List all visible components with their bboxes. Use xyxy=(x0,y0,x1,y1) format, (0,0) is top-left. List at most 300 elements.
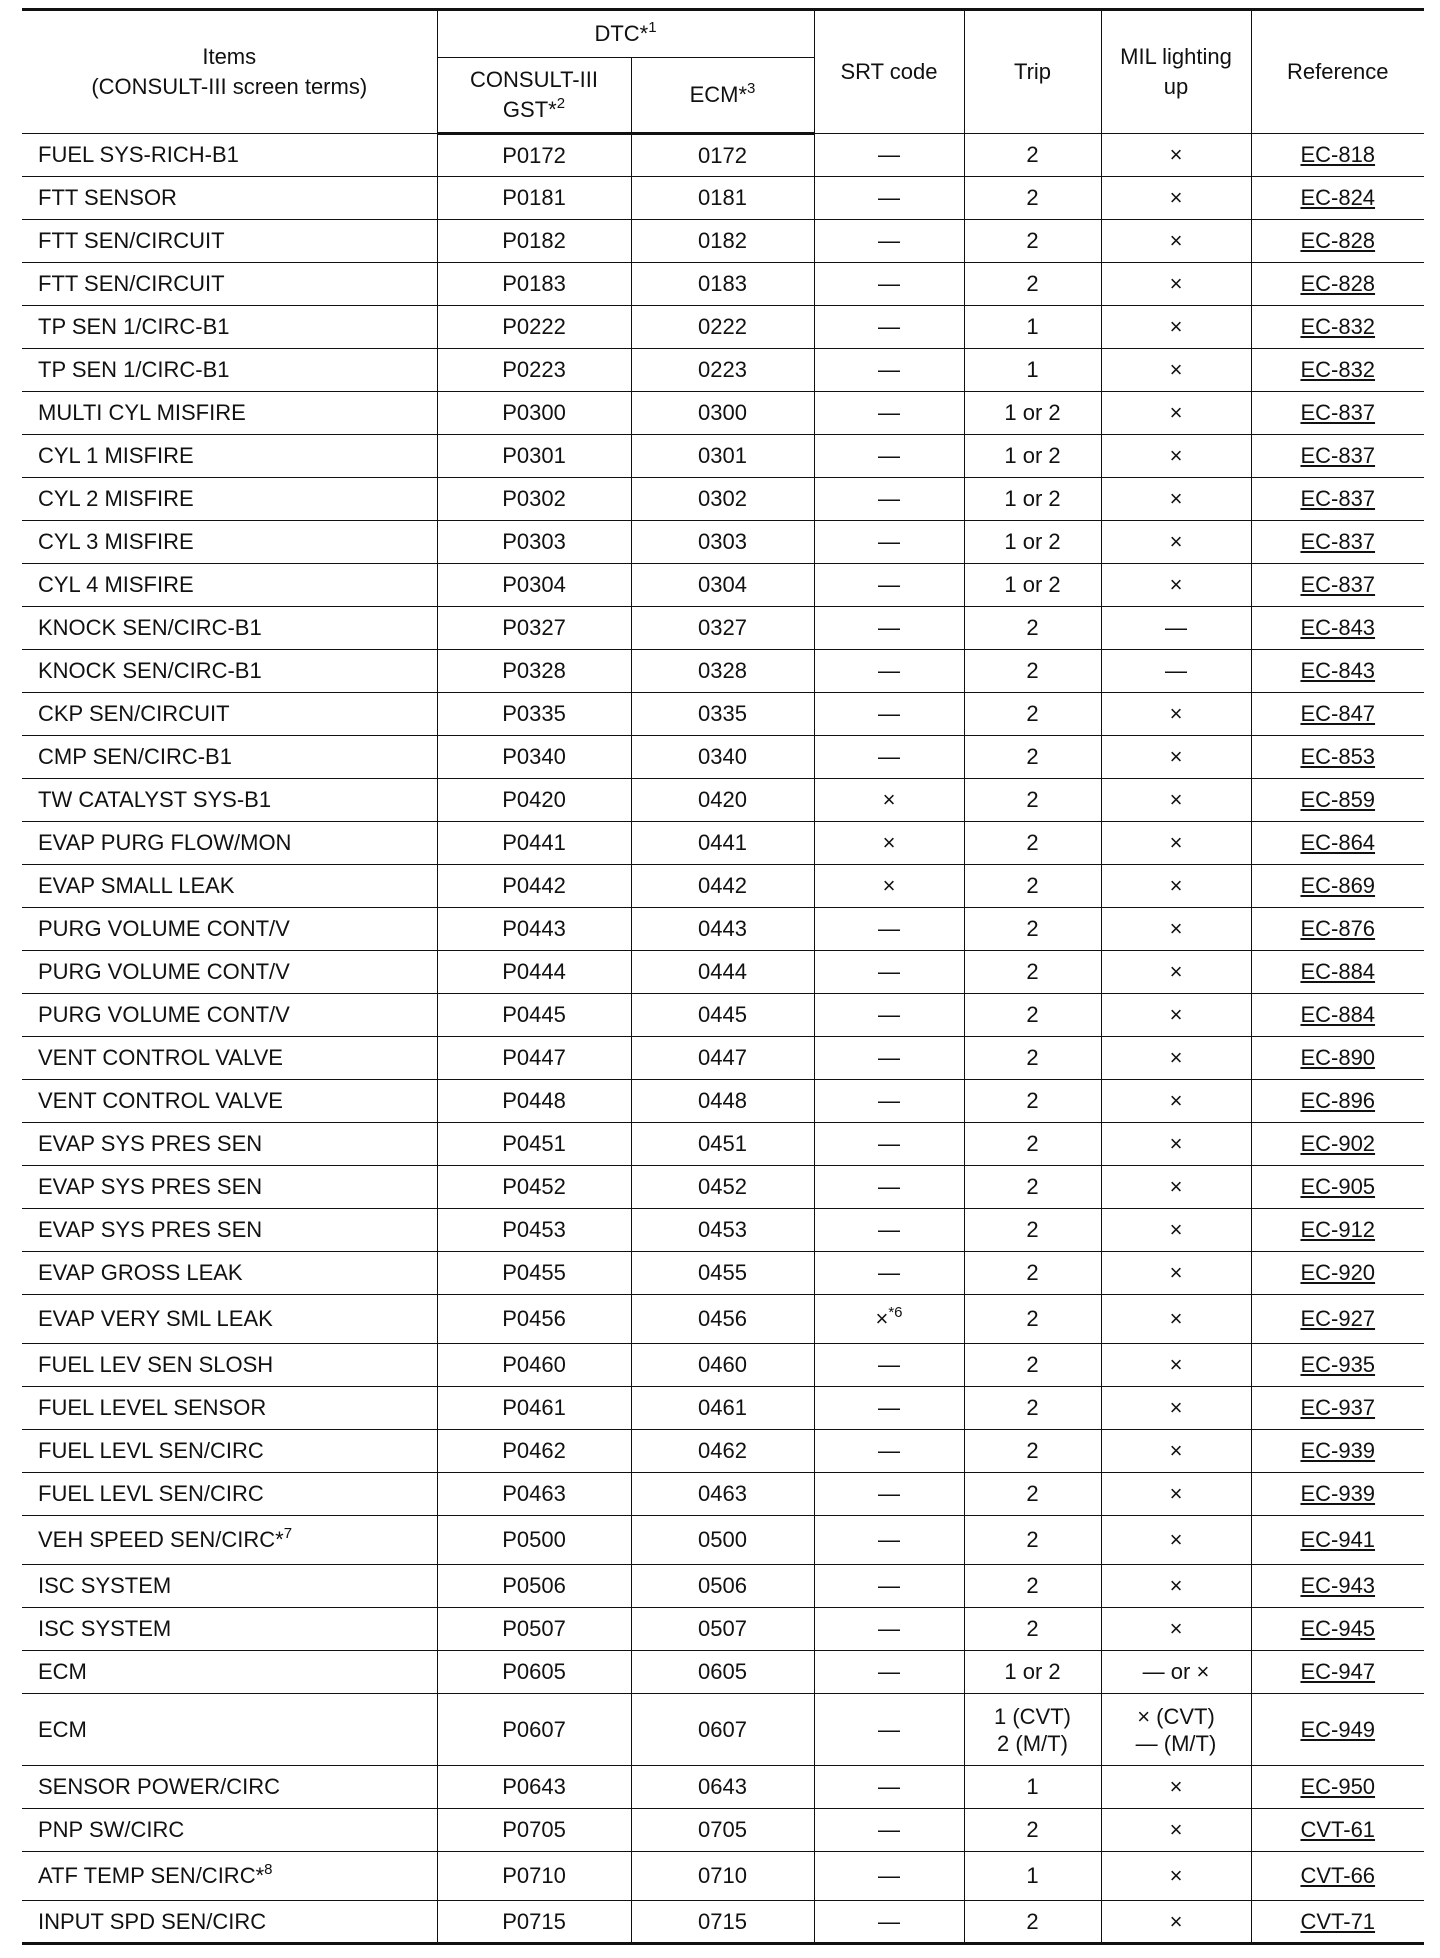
srt-mark: — xyxy=(878,615,900,640)
reference-cell[interactable] xyxy=(1251,478,1424,521)
ecm-code-cell xyxy=(631,1344,814,1387)
reference-cell[interactable] xyxy=(1251,1430,1424,1473)
reference-cell[interactable] xyxy=(1251,134,1424,177)
mil-cell xyxy=(1101,693,1251,736)
item-cell xyxy=(22,1123,437,1166)
ecm-code: 0223 xyxy=(698,357,747,382)
trip-value: 2 xyxy=(1026,701,1039,726)
reference-link[interactable]: EC-837 xyxy=(1300,572,1376,597)
item-cell xyxy=(22,349,437,392)
ecm-code: 0300 xyxy=(698,400,747,425)
mil-cell xyxy=(1101,822,1251,865)
gst-code-cell xyxy=(437,1252,631,1295)
mil-mark: × xyxy=(1169,1817,1183,1842)
ecm-code-cell xyxy=(631,693,814,736)
item-text: FTT SEN/CIRCUIT xyxy=(38,228,225,253)
reference-cell[interactable] xyxy=(1251,263,1424,306)
item-cell xyxy=(22,1344,437,1387)
item-cell xyxy=(22,564,437,607)
header-consult-line1: CONSULT-III xyxy=(470,67,598,92)
table-row xyxy=(22,693,1424,736)
gst-code: P0442 xyxy=(502,873,566,898)
ecm-code: 0643 xyxy=(698,1774,747,1799)
reference-cell[interactable] xyxy=(1251,1694,1424,1766)
mil-mark: × xyxy=(1169,357,1183,382)
reference-cell[interactable] xyxy=(1251,1608,1424,1651)
ecm-code: 0442 xyxy=(698,873,747,898)
reference-cell[interactable] xyxy=(1251,220,1424,263)
mil-line2: — (M/T) xyxy=(1135,1730,1217,1756)
gst-code: P0223 xyxy=(502,357,566,382)
reference-cell[interactable] xyxy=(1251,1516,1424,1565)
ecm-code: 0460 xyxy=(698,1352,747,1377)
header-mil xyxy=(1101,10,1251,134)
mil-mark: × xyxy=(1169,1908,1183,1934)
gst-code: P0182 xyxy=(502,228,566,253)
ecm-code: 0183 xyxy=(698,271,747,296)
srt-mark: × xyxy=(875,1306,889,1331)
ecm-code-cell xyxy=(631,1852,814,1901)
reference-cell[interactable] xyxy=(1251,1809,1424,1852)
reference-cell[interactable] xyxy=(1251,392,1424,435)
srt-code-cell xyxy=(814,306,964,349)
trip-cell xyxy=(964,779,1101,822)
trip-value: 1 or 2 xyxy=(1004,443,1061,468)
trip-cell xyxy=(964,1430,1101,1473)
gst-code: P0705 xyxy=(502,1817,566,1842)
item-text: TW CATALYST SYS-B1 xyxy=(38,787,272,812)
reference-link[interactable]: EC-828 xyxy=(1300,271,1376,296)
trip-value: 2 xyxy=(1026,1174,1039,1199)
reference-link[interactable]: EC-950 xyxy=(1300,1774,1376,1799)
mil-cell xyxy=(1101,564,1251,607)
ecm-code-cell xyxy=(631,951,814,994)
reference-link[interactable]: EC-859 xyxy=(1300,787,1376,812)
ecm-code-cell xyxy=(631,220,814,263)
item-text: FUEL LEVL SEN/CIRC xyxy=(38,1438,264,1463)
item-text: PNP SW/CIRC xyxy=(38,1817,185,1842)
reference-link[interactable]: EC-890 xyxy=(1300,1045,1376,1070)
srt-mark: — xyxy=(878,1352,900,1377)
srt-code-cell xyxy=(814,1516,964,1565)
trip-cell xyxy=(964,392,1101,435)
trip-cell xyxy=(964,1123,1101,1166)
ecm-code: 0445 xyxy=(698,1002,747,1027)
header-srt-code: SRT code xyxy=(814,10,964,134)
trip-value: 1 or 2 xyxy=(1004,529,1061,554)
reference-link[interactable]: EC-847 xyxy=(1300,701,1376,726)
reference-cell[interactable] xyxy=(1251,1387,1424,1430)
trip-value: 2 xyxy=(1026,1527,1039,1552)
item-text: FUEL LEVEL SENSOR xyxy=(38,1395,267,1420)
mil-mark: × xyxy=(1169,1573,1183,1598)
ecm-code-cell xyxy=(631,134,814,177)
mil-cell xyxy=(1101,521,1251,564)
reference-link[interactable]: EC-828 xyxy=(1300,228,1376,253)
trip-value: 2 xyxy=(1026,1481,1039,1506)
item-text: ECM xyxy=(38,1716,87,1742)
reference-link[interactable]: CVT-71 xyxy=(1300,1908,1376,1934)
reference-cell[interactable] xyxy=(1251,177,1424,220)
item-cell xyxy=(22,1252,437,1295)
ecm-code-cell xyxy=(631,177,814,220)
reference-cell[interactable] xyxy=(1251,650,1424,693)
table-row xyxy=(22,1209,1424,1252)
table-row xyxy=(22,1166,1424,1209)
item-cell xyxy=(22,908,437,951)
reference-link[interactable]: EC-920 xyxy=(1300,1260,1376,1285)
mil-cell xyxy=(1101,392,1251,435)
table-row xyxy=(22,1344,1424,1387)
header-consult-gst xyxy=(437,58,631,134)
reference-cell[interactable] xyxy=(1251,435,1424,478)
reference-link[interactable]: EC-837 xyxy=(1300,529,1376,554)
reference-link[interactable]: EC-902 xyxy=(1300,1131,1376,1156)
gst-code: P0715 xyxy=(502,1908,566,1934)
table-row xyxy=(22,1295,1424,1344)
srt-mark: — xyxy=(878,744,900,769)
srt-code-cell xyxy=(814,263,964,306)
gst-code: P0222 xyxy=(502,314,566,339)
mil-line1: × (CVT) xyxy=(1137,1703,1215,1729)
trip-value: 2 xyxy=(1026,916,1039,941)
trip-value: 1 xyxy=(1026,1774,1039,1799)
item-text: FUEL LEVL SEN/CIRC xyxy=(38,1481,264,1506)
trip-cell xyxy=(964,1209,1101,1252)
reference-link[interactable]: EC-843 xyxy=(1300,658,1376,683)
srt-code-cell xyxy=(814,435,964,478)
srt-code-cell xyxy=(814,607,964,650)
reference-link[interactable]: EC-824 xyxy=(1300,185,1376,210)
trip-value: 2 xyxy=(1026,1088,1039,1113)
ecm-code-cell xyxy=(631,1516,814,1565)
reference-link[interactable]: EC-935 xyxy=(1300,1352,1376,1377)
reference-link[interactable]: EC-843 xyxy=(1300,615,1376,640)
srt-mark: — xyxy=(878,185,900,210)
reference-link[interactable]: EC-884 xyxy=(1300,1002,1376,1027)
item-cell xyxy=(22,1080,437,1123)
trip-value: 2 xyxy=(1026,1217,1039,1242)
srt-mark: — xyxy=(878,959,900,984)
mil-cell xyxy=(1101,1037,1251,1080)
reference-cell[interactable] xyxy=(1251,1901,1424,1944)
trip-value: 2 xyxy=(1026,744,1039,769)
reference-link[interactable]: EC-939 xyxy=(1300,1438,1376,1463)
item-cell xyxy=(22,1694,437,1766)
gst-code: P0460 xyxy=(502,1352,566,1377)
mil-cell xyxy=(1101,1516,1251,1565)
item-text: ECM xyxy=(38,1659,87,1684)
reference-link[interactable]: CVT-66 xyxy=(1300,1863,1376,1888)
srt-mark: — xyxy=(878,228,900,253)
table-row xyxy=(22,1766,1424,1809)
gst-code: P0181 xyxy=(502,185,566,210)
reference-cell[interactable] xyxy=(1251,1565,1424,1608)
ecm-code: 0448 xyxy=(698,1088,747,1113)
reference-cell[interactable] xyxy=(1251,1209,1424,1252)
table-row xyxy=(22,349,1424,392)
srt-code-cell xyxy=(814,865,964,908)
gst-code: P0183 xyxy=(502,271,566,296)
ecm-code: 0441 xyxy=(698,830,747,855)
trip-cell xyxy=(964,564,1101,607)
gst-code: P0172 xyxy=(502,142,566,168)
srt-code-cell xyxy=(814,1430,964,1473)
trip-value: 2 xyxy=(1026,1616,1039,1641)
reference-cell[interactable] xyxy=(1251,865,1424,908)
ecm-code-cell xyxy=(631,822,814,865)
reference-link[interactable]: EC-945 xyxy=(1300,1616,1376,1641)
mil-mark: × xyxy=(1169,873,1183,898)
mil-mark: — xyxy=(1165,615,1187,640)
ecm-code: 0181 xyxy=(698,185,747,210)
srt-code-cell xyxy=(814,693,964,736)
gst-code: P0461 xyxy=(502,1395,566,1420)
gst-code-cell xyxy=(437,1166,631,1209)
item-cell xyxy=(22,693,437,736)
reference-cell[interactable] xyxy=(1251,951,1424,994)
item-cell xyxy=(22,263,437,306)
mil-cell xyxy=(1101,1387,1251,1430)
mil-mark: × xyxy=(1169,1616,1183,1641)
mil-mark: × xyxy=(1169,701,1183,726)
reference-cell[interactable] xyxy=(1251,306,1424,349)
mil-mark: × xyxy=(1169,1395,1183,1420)
item-cell xyxy=(22,736,437,779)
reference-cell[interactable] xyxy=(1251,1080,1424,1123)
reference-link[interactable]: EC-818 xyxy=(1300,142,1376,167)
item-text: TP SEN 1/CIRC-B1 xyxy=(38,357,230,382)
reference-link[interactable]: EC-876 xyxy=(1300,916,1376,941)
table-row xyxy=(22,650,1424,693)
srt-mark: — xyxy=(878,1395,900,1420)
mil-mark: × xyxy=(1169,572,1183,597)
ecm-code: 0715 xyxy=(698,1908,747,1934)
gst-code: P0607 xyxy=(502,1716,566,1742)
item-text: FUEL LEV SEN SLOSH xyxy=(38,1352,274,1377)
srt-code-cell xyxy=(814,951,964,994)
reference-link[interactable]: EC-896 xyxy=(1300,1088,1376,1113)
gst-code: P0301 xyxy=(502,443,566,468)
mil-cell xyxy=(1101,1694,1251,1766)
reference-cell[interactable] xyxy=(1251,693,1424,736)
ecm-code-cell xyxy=(631,1166,814,1209)
gst-code-cell xyxy=(437,435,631,478)
ecm-code-cell xyxy=(631,1037,814,1080)
srt-mark: — xyxy=(878,1616,900,1641)
srt-code-cell xyxy=(814,1473,964,1516)
mil-mark: × xyxy=(1169,529,1183,554)
ecm-code-cell xyxy=(631,1473,814,1516)
reference-cell[interactable] xyxy=(1251,994,1424,1037)
reference-link[interactable]: CVT-61 xyxy=(1300,1817,1376,1842)
trip-cell xyxy=(964,951,1101,994)
ecm-code-cell xyxy=(631,1901,814,1944)
reference-cell[interactable] xyxy=(1251,1766,1424,1809)
srt-code-cell xyxy=(814,1852,964,1901)
gst-code-cell xyxy=(437,1344,631,1387)
reference-link[interactable]: EC-941 xyxy=(1300,1527,1376,1552)
trip-cell xyxy=(964,1387,1101,1430)
reference-cell[interactable] xyxy=(1251,1123,1424,1166)
reference-cell[interactable] xyxy=(1251,564,1424,607)
reference-link[interactable]: EC-949 xyxy=(1300,1716,1376,1742)
mil-cell xyxy=(1101,435,1251,478)
ecm-code-cell xyxy=(631,1295,814,1344)
reference-cell[interactable] xyxy=(1251,607,1424,650)
item-cell xyxy=(22,1387,437,1430)
srt-code-cell xyxy=(814,779,964,822)
srt-code-cell xyxy=(814,349,964,392)
reference-link[interactable]: EC-837 xyxy=(1300,486,1376,511)
reference-link[interactable]: EC-869 xyxy=(1300,873,1376,898)
trip-cell xyxy=(964,1344,1101,1387)
item-text: CMP SEN/CIRC-B1 xyxy=(38,744,232,769)
srt-code-cell xyxy=(814,1651,964,1694)
reference-cell[interactable] xyxy=(1251,822,1424,865)
reference-link[interactable]: EC-832 xyxy=(1300,314,1376,339)
gst-code-cell xyxy=(437,220,631,263)
reference-cell[interactable] xyxy=(1251,779,1424,822)
trip-cell xyxy=(964,865,1101,908)
reference-cell[interactable] xyxy=(1251,1852,1424,1901)
trip-cell xyxy=(964,1166,1101,1209)
gst-code-cell xyxy=(437,263,631,306)
reference-link[interactable]: EC-864 xyxy=(1300,830,1376,855)
reference-cell[interactable] xyxy=(1251,349,1424,392)
item-text: CKP SEN/CIRCUIT xyxy=(38,701,230,726)
reference-link[interactable]: EC-927 xyxy=(1300,1306,1376,1331)
srt-mark: — xyxy=(878,701,900,726)
table-row xyxy=(22,177,1424,220)
reference-link[interactable]: EC-939 xyxy=(1300,1481,1376,1506)
reference-cell[interactable] xyxy=(1251,521,1424,564)
srt-mark: — xyxy=(878,658,900,683)
srt-mark: — xyxy=(878,1217,900,1242)
gst-code: P0300 xyxy=(502,400,566,425)
srt-code-cell xyxy=(814,1766,964,1809)
mil-cell xyxy=(1101,1852,1251,1901)
trip-value: 2 xyxy=(1026,1438,1039,1463)
gst-code-cell xyxy=(437,908,631,951)
trip-value: 2 xyxy=(1026,873,1039,898)
reference-cell[interactable] xyxy=(1251,908,1424,951)
gst-code-cell xyxy=(437,994,631,1037)
header-ecm-footnote: 3 xyxy=(747,80,756,97)
reference-cell[interactable] xyxy=(1251,1037,1424,1080)
srt-mark: — xyxy=(878,271,900,296)
reference-link[interactable]: EC-837 xyxy=(1300,400,1376,425)
gst-code-cell xyxy=(437,1766,631,1809)
mil-cell xyxy=(1101,865,1251,908)
ecm-code-cell xyxy=(631,1565,814,1608)
reference-link[interactable]: EC-947 xyxy=(1300,1659,1376,1684)
reference-link[interactable]: EC-853 xyxy=(1300,744,1376,769)
trip-cell xyxy=(964,650,1101,693)
reference-link[interactable]: EC-832 xyxy=(1300,357,1376,382)
item-cell xyxy=(22,435,437,478)
item-cell xyxy=(22,1473,437,1516)
reference-link[interactable]: EC-912 xyxy=(1300,1217,1376,1242)
ecm-code-cell xyxy=(631,1209,814,1252)
table-row xyxy=(22,1080,1424,1123)
reference-cell[interactable] xyxy=(1251,1473,1424,1516)
trip-cell xyxy=(964,1252,1101,1295)
item-text: PURG VOLUME CONT/V xyxy=(38,959,290,984)
gst-code-cell xyxy=(437,1295,631,1344)
trip-value: 2 xyxy=(1026,228,1039,253)
srt-mark: × xyxy=(882,787,896,812)
gst-code-cell xyxy=(437,521,631,564)
srt-code-cell xyxy=(814,650,964,693)
reference-cell[interactable] xyxy=(1251,1252,1424,1295)
srt-mark: — xyxy=(878,486,900,511)
trip-cell xyxy=(964,1516,1101,1565)
ecm-code: 0455 xyxy=(698,1260,747,1285)
reference-cell[interactable] xyxy=(1251,736,1424,779)
item-cell xyxy=(22,478,437,521)
mil-mark: × xyxy=(1169,1217,1183,1242)
reference-link[interactable]: EC-937 xyxy=(1300,1395,1376,1420)
item-cell xyxy=(22,994,437,1037)
item-text: SENSOR POWER/CIRC xyxy=(38,1774,281,1799)
trip-value: 2 xyxy=(1026,185,1039,210)
reference-link[interactable]: EC-943 xyxy=(1300,1573,1376,1598)
ecm-code-cell xyxy=(631,306,814,349)
ecm-code: 0453 xyxy=(698,1217,747,1242)
item-cell xyxy=(22,1809,437,1852)
reference-link[interactable]: EC-905 xyxy=(1300,1174,1376,1199)
ecm-code: 0420 xyxy=(698,787,747,812)
mil-mark: × xyxy=(1169,787,1183,812)
ecm-code: 0303 xyxy=(698,529,747,554)
ecm-code-cell xyxy=(631,521,814,564)
table-row xyxy=(22,1565,1424,1608)
trip-value: 2 xyxy=(1026,271,1039,296)
reference-cell[interactable] xyxy=(1251,1344,1424,1387)
mil-mark: × xyxy=(1169,185,1183,210)
reference-link[interactable]: EC-837 xyxy=(1300,443,1376,468)
reference-cell[interactable] xyxy=(1251,1166,1424,1209)
mil-cell xyxy=(1101,1608,1251,1651)
gst-code: P0455 xyxy=(502,1260,566,1285)
ecm-code: 0456 xyxy=(698,1306,747,1331)
trip-cell xyxy=(964,607,1101,650)
mil-cell xyxy=(1101,1209,1251,1252)
reference-link[interactable]: EC-884 xyxy=(1300,959,1376,984)
ecm-code: 0705 xyxy=(698,1817,747,1842)
gst-code: P0710 xyxy=(502,1863,566,1888)
ecm-code-cell xyxy=(631,865,814,908)
mil-mark: × xyxy=(1169,1352,1183,1377)
srt-code-cell xyxy=(814,1123,964,1166)
srt-mark: — xyxy=(878,1088,900,1113)
srt-code-cell xyxy=(814,521,964,564)
table-row xyxy=(22,1651,1424,1694)
trip-cell xyxy=(964,1694,1101,1766)
srt-mark: — xyxy=(878,1908,900,1934)
table-row xyxy=(22,994,1424,1037)
reference-cell[interactable] xyxy=(1251,1295,1424,1344)
item-text: EVAP PURG FLOW/MON xyxy=(38,830,292,855)
table-row xyxy=(22,908,1424,951)
reference-cell[interactable] xyxy=(1251,1651,1424,1694)
ecm-code: 0507 xyxy=(698,1616,747,1641)
dtc-table-container xyxy=(22,8,1424,1945)
srt-mark: — xyxy=(878,1716,900,1742)
ecm-code-cell xyxy=(631,1252,814,1295)
trip-cell xyxy=(964,1473,1101,1516)
